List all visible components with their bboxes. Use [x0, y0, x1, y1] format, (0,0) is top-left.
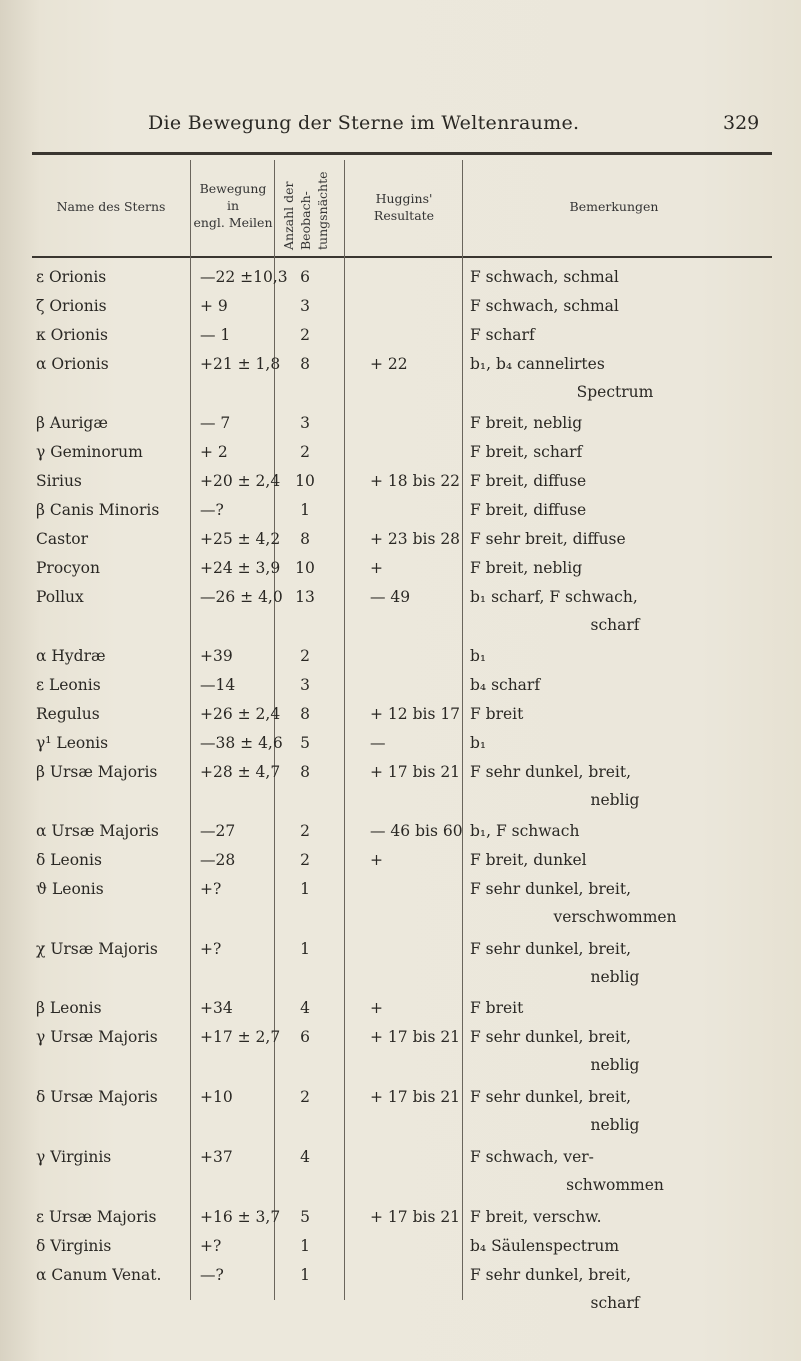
remark: F sehr dunkel, breit,	[470, 1028, 632, 1046]
table-row	[0, 763, 801, 809]
remark: b₁ scharf, F schwach,	[470, 588, 638, 606]
star-name: δ Leonis	[36, 851, 102, 869]
nights-count: 4	[300, 1148, 310, 1166]
table-header-rule	[32, 256, 772, 258]
motion-value: +28 ± 4,7	[200, 763, 281, 781]
motion-value: —26 ± 4,0	[200, 588, 283, 606]
star-name: ϑ Leonis	[36, 880, 104, 898]
table-row	[0, 1208, 801, 1237]
table-row	[0, 851, 801, 880]
motion-value: —27	[200, 822, 236, 840]
motion-value: + 9	[200, 297, 228, 315]
motion-value: — 7	[200, 414, 231, 432]
motion-value: +?	[200, 940, 222, 958]
col-header-bewegung-line2: in	[226, 198, 240, 213]
col-header-anzahl-2: Beobach-	[298, 191, 313, 250]
col-header-anzahl-3: tungsnächte	[315, 171, 330, 250]
col-header-huggins-line1: Huggins'	[375, 191, 433, 206]
star-name: Castor	[36, 530, 89, 548]
star-name: ζ Orionis	[36, 297, 107, 315]
remark-continuation: neblig	[590, 1116, 640, 1134]
nights-count: 3	[300, 676, 310, 694]
table-row	[0, 999, 801, 1028]
motion-value: —14	[200, 676, 236, 694]
motion-value: —22 ±10,3	[200, 268, 288, 286]
remark: b₄ scharf	[470, 676, 541, 694]
table-row	[0, 1148, 801, 1194]
remark-continuation: schwommen	[566, 1176, 664, 1194]
motion-value: +17 ± 2,7	[200, 1028, 281, 1046]
table-row	[0, 647, 801, 676]
nights-count: 2	[300, 1088, 310, 1106]
remark: F breit, diffuse	[470, 472, 587, 490]
table-row	[0, 705, 801, 734]
nights-count: 5	[300, 1208, 310, 1226]
star-name: χ Ursæ Majoris	[36, 940, 158, 958]
table-row	[0, 822, 801, 851]
remark: F scharf	[470, 326, 535, 344]
huggins-result: + 12 bis 17	[370, 705, 461, 723]
col-header-huggins-line2: Resultate	[373, 208, 435, 223]
nights-count: 1	[300, 1266, 310, 1284]
motion-value: +24 ± 3,9	[200, 559, 281, 577]
remark: F breit, neblig	[470, 559, 583, 577]
star-name: α Hydræ	[36, 647, 106, 665]
nights-count: 8	[300, 705, 310, 723]
table-top-rule	[32, 152, 772, 155]
remark: F schwach, ver-	[470, 1148, 594, 1166]
running-title: Die Bewegung der Sterne im Weltenraume.	[148, 112, 580, 134]
col-header-bemerkungen-text: Bemerkungen	[569, 199, 659, 214]
star-name: κ Orionis	[36, 326, 108, 344]
motion-value: +21 ± 1,8	[200, 355, 281, 373]
motion-value: +26 ± 2,4	[200, 705, 281, 723]
table-row	[0, 1088, 801, 1134]
nights-count: 10	[295, 472, 315, 490]
nights-count: 1	[300, 880, 310, 898]
page-number: 329	[723, 112, 760, 134]
running-header	[0, 112, 801, 140]
remark: F sehr dunkel, breit,	[470, 1088, 632, 1106]
remark: F sehr dunkel, breit,	[470, 880, 632, 898]
star-name: ε Leonis	[36, 676, 101, 694]
star-name: Pollux	[36, 588, 84, 606]
remark-continuation: Spectrum	[576, 383, 654, 401]
table-row	[0, 326, 801, 355]
remark-continuation: neblig	[590, 1056, 640, 1074]
nights-count: 2	[300, 822, 310, 840]
star-name: γ Virginis	[36, 1148, 112, 1166]
star-name: γ Ursæ Majoris	[36, 1028, 158, 1046]
motion-value: +16 ± 3,7	[200, 1208, 281, 1226]
nights-count: 2	[300, 326, 310, 344]
col-header-huggins	[346, 190, 462, 224]
nights-count: 2	[300, 443, 310, 461]
star-name: δ Ursæ Majoris	[36, 1088, 158, 1106]
remark-continuation: neblig	[590, 968, 640, 986]
table-row	[0, 676, 801, 705]
table-row	[0, 297, 801, 326]
motion-value: +34	[200, 999, 233, 1017]
star-name: γ¹ Leonis	[36, 734, 109, 752]
huggins-result: +	[370, 999, 383, 1017]
huggins-result: +	[370, 851, 383, 869]
table-row	[0, 1266, 801, 1312]
table-row	[0, 588, 801, 634]
nights-count: 3	[300, 297, 310, 315]
huggins-result: + 18 bis 22	[370, 472, 461, 490]
remark: F breit	[470, 705, 524, 723]
huggins-result: + 17 bis 21	[370, 1088, 461, 1106]
remark: F breit, diffuse	[470, 501, 587, 519]
motion-value: —38 ± 4,6	[200, 734, 283, 752]
motion-value: +?	[200, 1237, 222, 1255]
col-header-bewegung-line3: engl. Meilen	[193, 215, 273, 230]
huggins-result: + 17 bis 21	[370, 1028, 461, 1046]
remark-continuation: scharf	[590, 1294, 640, 1312]
col-header-bemerkungen	[464, 198, 764, 215]
nights-count: 6	[300, 268, 310, 286]
nights-count: 3	[300, 414, 310, 432]
star-name: β Aurigæ	[36, 414, 108, 432]
huggins-result: — 49	[370, 588, 411, 606]
table-row	[0, 501, 801, 530]
huggins-result: —	[370, 734, 386, 752]
table-row	[0, 559, 801, 588]
remark: b₁, b₄ cannelirtes	[470, 355, 605, 373]
huggins-result: + 23 bis 28	[370, 530, 461, 548]
motion-value: + 2	[200, 443, 228, 461]
nights-count: 8	[300, 763, 310, 781]
remark: F sehr breit, diffuse	[470, 530, 626, 548]
col-header-bewegung-line1: Bewegung	[199, 181, 267, 196]
huggins-result: + 17 bis 21	[370, 1208, 461, 1226]
huggins-result: + 22	[370, 355, 408, 373]
star-name: ε Orionis	[36, 268, 107, 286]
nights-count: 2	[300, 647, 310, 665]
star-name: Sirius	[36, 472, 82, 490]
motion-value: — 1	[200, 326, 231, 344]
remark: F breit, neblig	[470, 414, 583, 432]
remark: F sehr dunkel, breit,	[470, 1266, 632, 1284]
nights-count: 5	[300, 734, 310, 752]
table-row	[0, 1237, 801, 1266]
star-name: Regulus	[36, 705, 100, 723]
star-name: δ Virginis	[36, 1237, 112, 1255]
table-row	[0, 268, 801, 297]
remark: F sehr dunkel, breit,	[470, 763, 632, 781]
col-header-name-text: Name des Sterns	[56, 199, 166, 214]
nights-count: 8	[300, 355, 310, 373]
table-row	[0, 443, 801, 472]
col-header-name	[36, 198, 186, 215]
remark: b₁	[470, 647, 487, 665]
remark-continuation: verschwommen	[553, 908, 677, 926]
nights-count: 1	[300, 1237, 310, 1255]
remark: b₁, F schwach	[470, 822, 580, 840]
remark-continuation: scharf	[590, 616, 640, 634]
star-name: α Canum Venat.	[36, 1266, 162, 1284]
nights-count: 1	[300, 940, 310, 958]
star-name: β Leonis	[36, 999, 102, 1017]
col-header-bewegung	[192, 180, 274, 231]
star-name: ε Ursæ Majoris	[36, 1208, 157, 1226]
nights-count: 4	[300, 999, 310, 1017]
table-row	[0, 472, 801, 501]
remark: F breit, scharf	[470, 443, 583, 461]
star-name: β Ursæ Majoris	[36, 763, 158, 781]
remark: F sehr dunkel, breit,	[470, 940, 632, 958]
remark: F breit, verschw.	[470, 1208, 602, 1226]
motion-value: +37	[200, 1148, 233, 1166]
huggins-result: — 46 bis 60	[370, 822, 463, 840]
motion-value: +39	[200, 647, 233, 665]
nights-count: 13	[295, 588, 315, 606]
motion-value: +10	[200, 1088, 233, 1106]
motion-value: +20 ± 2,4	[200, 472, 281, 490]
remark: F breit	[470, 999, 524, 1017]
motion-value: —28	[200, 851, 236, 869]
table-row	[0, 734, 801, 763]
table-row	[0, 880, 801, 926]
nights-count: 6	[300, 1028, 310, 1046]
remark: b₁	[470, 734, 487, 752]
remark-continuation: neblig	[590, 791, 640, 809]
table-row	[0, 940, 801, 986]
nights-count: 8	[300, 530, 310, 548]
star-name: α Ursæ Majoris	[36, 822, 159, 840]
table-row	[0, 355, 801, 401]
huggins-result: +	[370, 559, 383, 577]
huggins-result: + 17 bis 21	[370, 763, 461, 781]
motion-value: +?	[200, 880, 222, 898]
nights-count: 2	[300, 851, 310, 869]
table-row	[0, 530, 801, 559]
table-row	[0, 1028, 801, 1074]
motion-value: +25 ± 4,2	[200, 530, 281, 548]
star-name: γ Geminorum	[36, 443, 143, 461]
col-header-anzahl-1: Anzahl der	[281, 181, 296, 250]
nights-count: 10	[295, 559, 315, 577]
motion-value: —?	[200, 501, 224, 519]
motion-value: —?	[200, 1266, 224, 1284]
remark: F schwach, schmal	[470, 297, 619, 315]
star-name: Procyon	[36, 559, 100, 577]
remark: b₄ Säulenspectrum	[470, 1237, 620, 1255]
star-name: β Canis Minoris	[36, 501, 160, 519]
nights-count: 1	[300, 501, 310, 519]
remark: F schwach, schmal	[470, 268, 619, 286]
star-name: α Orionis	[36, 355, 109, 373]
remark: F breit, dunkel	[470, 851, 587, 869]
table-row	[0, 414, 801, 443]
